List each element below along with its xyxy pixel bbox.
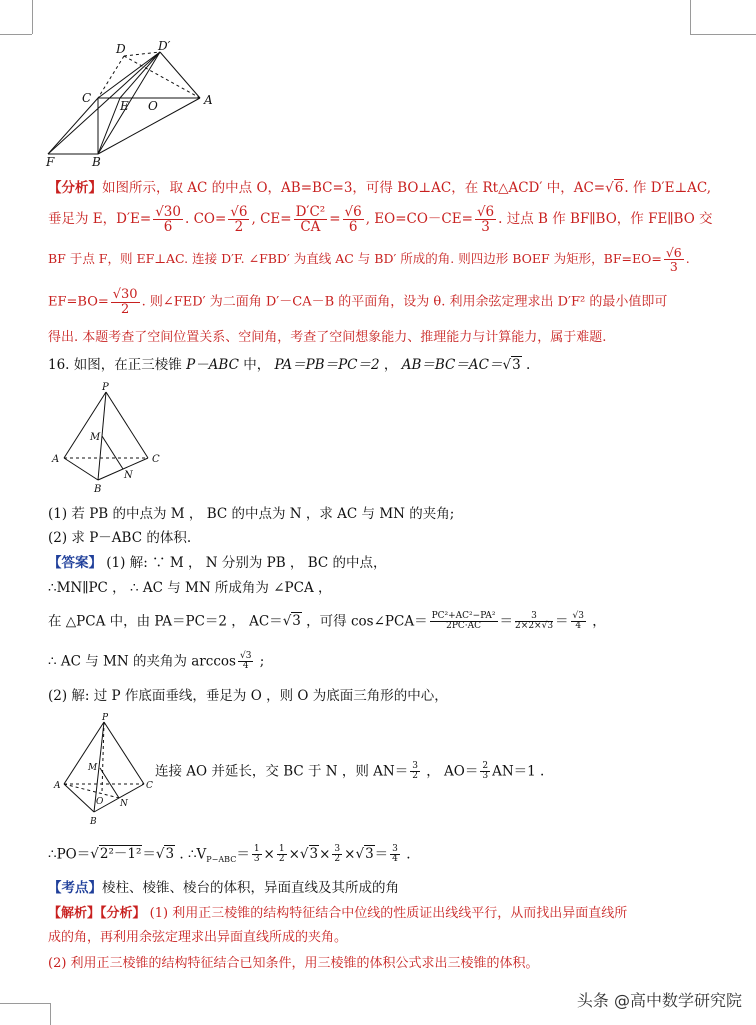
label-C: C [146,781,153,791]
answer-line-1: 【答案】 (1) 解: ∵ M ， N 分别为 PB ， BC 的中点， [48,555,387,571]
answer-line-4: ∴ AC 与 MN 的夹角为 arccos $\frac{√3}{4}$ ; [48,651,265,672]
analysis-line-1: 【分析】如图所示，取 AC 的中点 O，AB=BC=3，可得 BO⊥AC，在 Rt△ACD′ 中，AC=√6. 作 D′E⊥AC, [48,180,712,196]
label-B: B [90,817,97,827]
label-D: D [116,42,126,56]
answer-tag: 【答案】 [48,555,102,571]
answer-line-5: (2) 解: 过 P 作底面垂线，垂足为 O ，则 O 为底面三角形的中心， [48,688,448,704]
jiexi-line-3: (2) 利用正三棱锥的结构特征结合已知条件，用三棱锥的体积公式求出三棱锥的体积。 [48,956,539,971]
crop-mark-top-right [690,34,756,35]
label-A: A [204,93,213,107]
crop-mark-top-left [0,34,32,35]
label-C: C [152,454,160,465]
kaodian-line: 【考点】棱柱、棱锥、棱台的体积，异面直线及其所成的角 [48,880,399,896]
label-B: B [94,484,102,495]
crop-mark-top-left-v [32,0,33,34]
label-A: A [52,454,60,465]
label-P: P [102,713,109,723]
jiexi-line-1: 【解析】【分析】 (1) 利用正三棱锥的结构特征结合中位线的性质证出线线平行，从而找出异面直线所 [48,906,628,921]
question-1: (1) 若 PB 的中点为 M ， BC 的中点为 N ，求 AC 与 MN 的夹角; [48,506,455,522]
figure-2-pyramid [48,380,178,496]
figure-1-diagram [40,38,240,168]
kaodian-tag: 【考点】 [48,880,102,896]
crop-mark-bottom-left-v [50,1003,51,1025]
question-2: (2) 求 P－ABC 的体积. [48,530,192,546]
label-N: N [124,470,133,481]
jiexi-tag: 【解析】【分析】 [48,906,146,921]
label-C: C [82,91,92,105]
answer-line-6: 连接 AO 并延长，交 BC 于 N ，则 AN＝ $\frac{3}{2}$ ， AO＝ $\frac{2}{3}$ AN＝1 . [155,761,545,782]
label-O: O [96,797,104,807]
label-M: M [90,432,101,443]
label-F: F [46,155,55,168]
jiexi-line-2: 成的角，再利用余弦定理求出异面直线所成的夹角。 [48,930,348,945]
crop-mark-bottom-left [0,1003,50,1004]
answer-line-3: 在 △PCA 中，由 PA＝PC＝2 ， AC＝√3 ，可得 cos∠PCA＝ $\frac{\text{PC²+AC²−PA²}}{2PC\cdot AC}$ ＝ $\frac{3}{2\times 2\times√3}$ ＝ $\frac{√3}{4}$ ， [48,611,606,632]
answer-line-2: ∴MN∥PC ， ∴ AC 与 MN 所成角为 ∠PCA ， [48,580,332,596]
crop-mark-top-right-v [690,0,691,34]
watermark: 头条 @高中数学研究院 [576,991,742,1010]
analysis-line-3: BF 于点 F，则 EF⊥AC. 连接 D′F. ∠FBD′ 为直线 AC 与 BD′ 所成的角. 则四边形 BOEF 为矩形，BF=EO= $\frac{√6}{3}$ . [48,245,690,275]
label-E: E [120,99,129,113]
problem-16-stem: 16. 如图，在正三棱锥 P－ABC 中， PA＝PB＝PC＝2 ， AB＝BC＝AC＝√3 . [48,357,531,373]
analysis-line-5: 得出. 本题考查了空间位置关系、空间角，考查了空间想象能力、推理能力与计算能力，属于难题. [48,330,607,345]
label-B: B [92,155,101,168]
label-A: A [54,781,61,791]
label-D-prime: D′ [158,39,171,53]
label-M: M [88,763,98,773]
label-N: N [120,799,128,809]
answer-line-7: ∴PO＝√2²－1²＝√3 . $\therefore V_{P-ABC}=$ $\frac{1}{3}$ × $\frac{1}{2}$ ×√3× $\frac{3}{2}$ ×√3＝ $\frac{3}{4}$ . [48,844,411,865]
analysis-line-4: EF=BO= $\frac{√30}{2}$ . 则∠FED′ 为二面角 D′－CA－B 的平面角，设为 θ. 利用余弦定理求出 D′F² 的最小值即可 [48,287,668,317]
label-P: P [102,382,109,393]
analysis-tag: 【分析】 [48,180,102,196]
label-O: O [148,99,158,113]
figure-3-pyramid [52,712,162,828]
analysis-line-2: 垂足为 E，D′E= $\frac{√30}{6}$ . CO= $\frac{√6}{2}$ , CE= $\frac{\text{D′C²}}{CA}$ = $\frac{√6}{6}$ , EO=CO－CE= $\frac{√6}{3}$ . 过点 B 作 BF∥BO，作 FE∥BO 交 [48,204,713,236]
